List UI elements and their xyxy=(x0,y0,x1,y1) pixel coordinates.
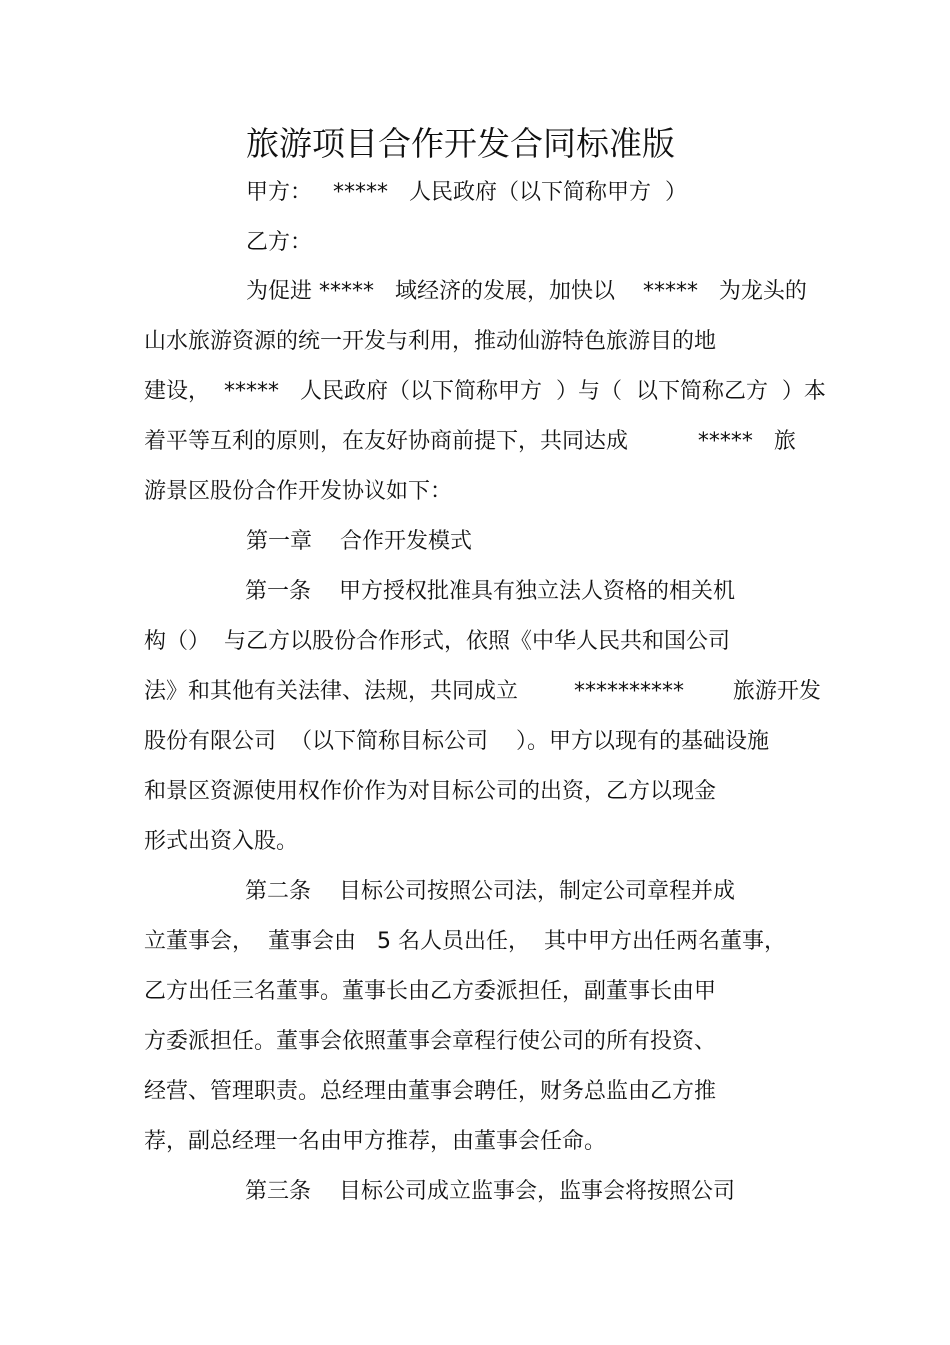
article-line: 和景区资源使用权作价作为对目标公司的出资，乙方以现金 xyxy=(144,779,717,804)
article-line: 第三条 目标公司成立监事会，监事会将按照公司 xyxy=(238,1179,735,1204)
article-line: 荐，副总经理一名由甲方推荐，由董事会任命。 xyxy=(144,1129,607,1154)
chapter-heading: 第一章 合作开发模式 xyxy=(246,529,472,554)
paragraph-line: 游景区股份合作开发协议如下： xyxy=(144,479,453,504)
paragraph-line: 着平等互利的原则，在友好协商前提下，共同达成 ***** 旅 xyxy=(144,429,796,454)
article-line: 法》和其他有关法律、法规，共同成立 ********** 旅游开发 xyxy=(144,679,821,704)
paragraph-line: 为促进 ***** 域经济的发展，加快以 ***** 为龙头的 xyxy=(246,279,807,304)
paragraph-line: 建设， ***** 人民政府（以下简称甲方 ）与（ 以下简称乙方 ）本 xyxy=(144,379,826,404)
article-line: 第一条 甲方授权批准具有独立法人资格的相关机 xyxy=(238,579,735,604)
article-line: 形式出资入股。 xyxy=(144,829,299,854)
document-title: 旅游项目合作开发合同标准版 xyxy=(246,124,675,163)
party-b-line: 乙方： xyxy=(246,230,313,255)
article-line: 方委派担任。董事会依照董事会章程行使公司的所有投资、 xyxy=(144,1029,717,1054)
article-line: 立董事会， 董事会由 5 名人员出任， 其中甲方出任两名董事， xyxy=(144,929,786,954)
article-line: 第二条 目标公司按照公司法，制定公司章程并成 xyxy=(238,879,735,904)
article-line: 经营、管理职责。总经理由董事会聘任，财务总监由乙方推 xyxy=(144,1079,717,1104)
article-line: 股份有限公司 （以下简称目标公司 ）。甲方以现有的基础设施 xyxy=(144,729,769,754)
article-line: 构（） 与乙方以股份合作形式，依照《中华人民共和国公司 xyxy=(144,629,730,654)
article-line: 乙方出任三名董事。董事长由乙方委派担任，副董事长由甲 xyxy=(144,979,717,1004)
paragraph-line: 山水旅游资源的统一开发与利用，推动仙游特色旅游目的地 xyxy=(144,329,717,354)
party-a-line: 甲方： ***** 人民政府（以下简称甲方 ） xyxy=(246,180,687,205)
